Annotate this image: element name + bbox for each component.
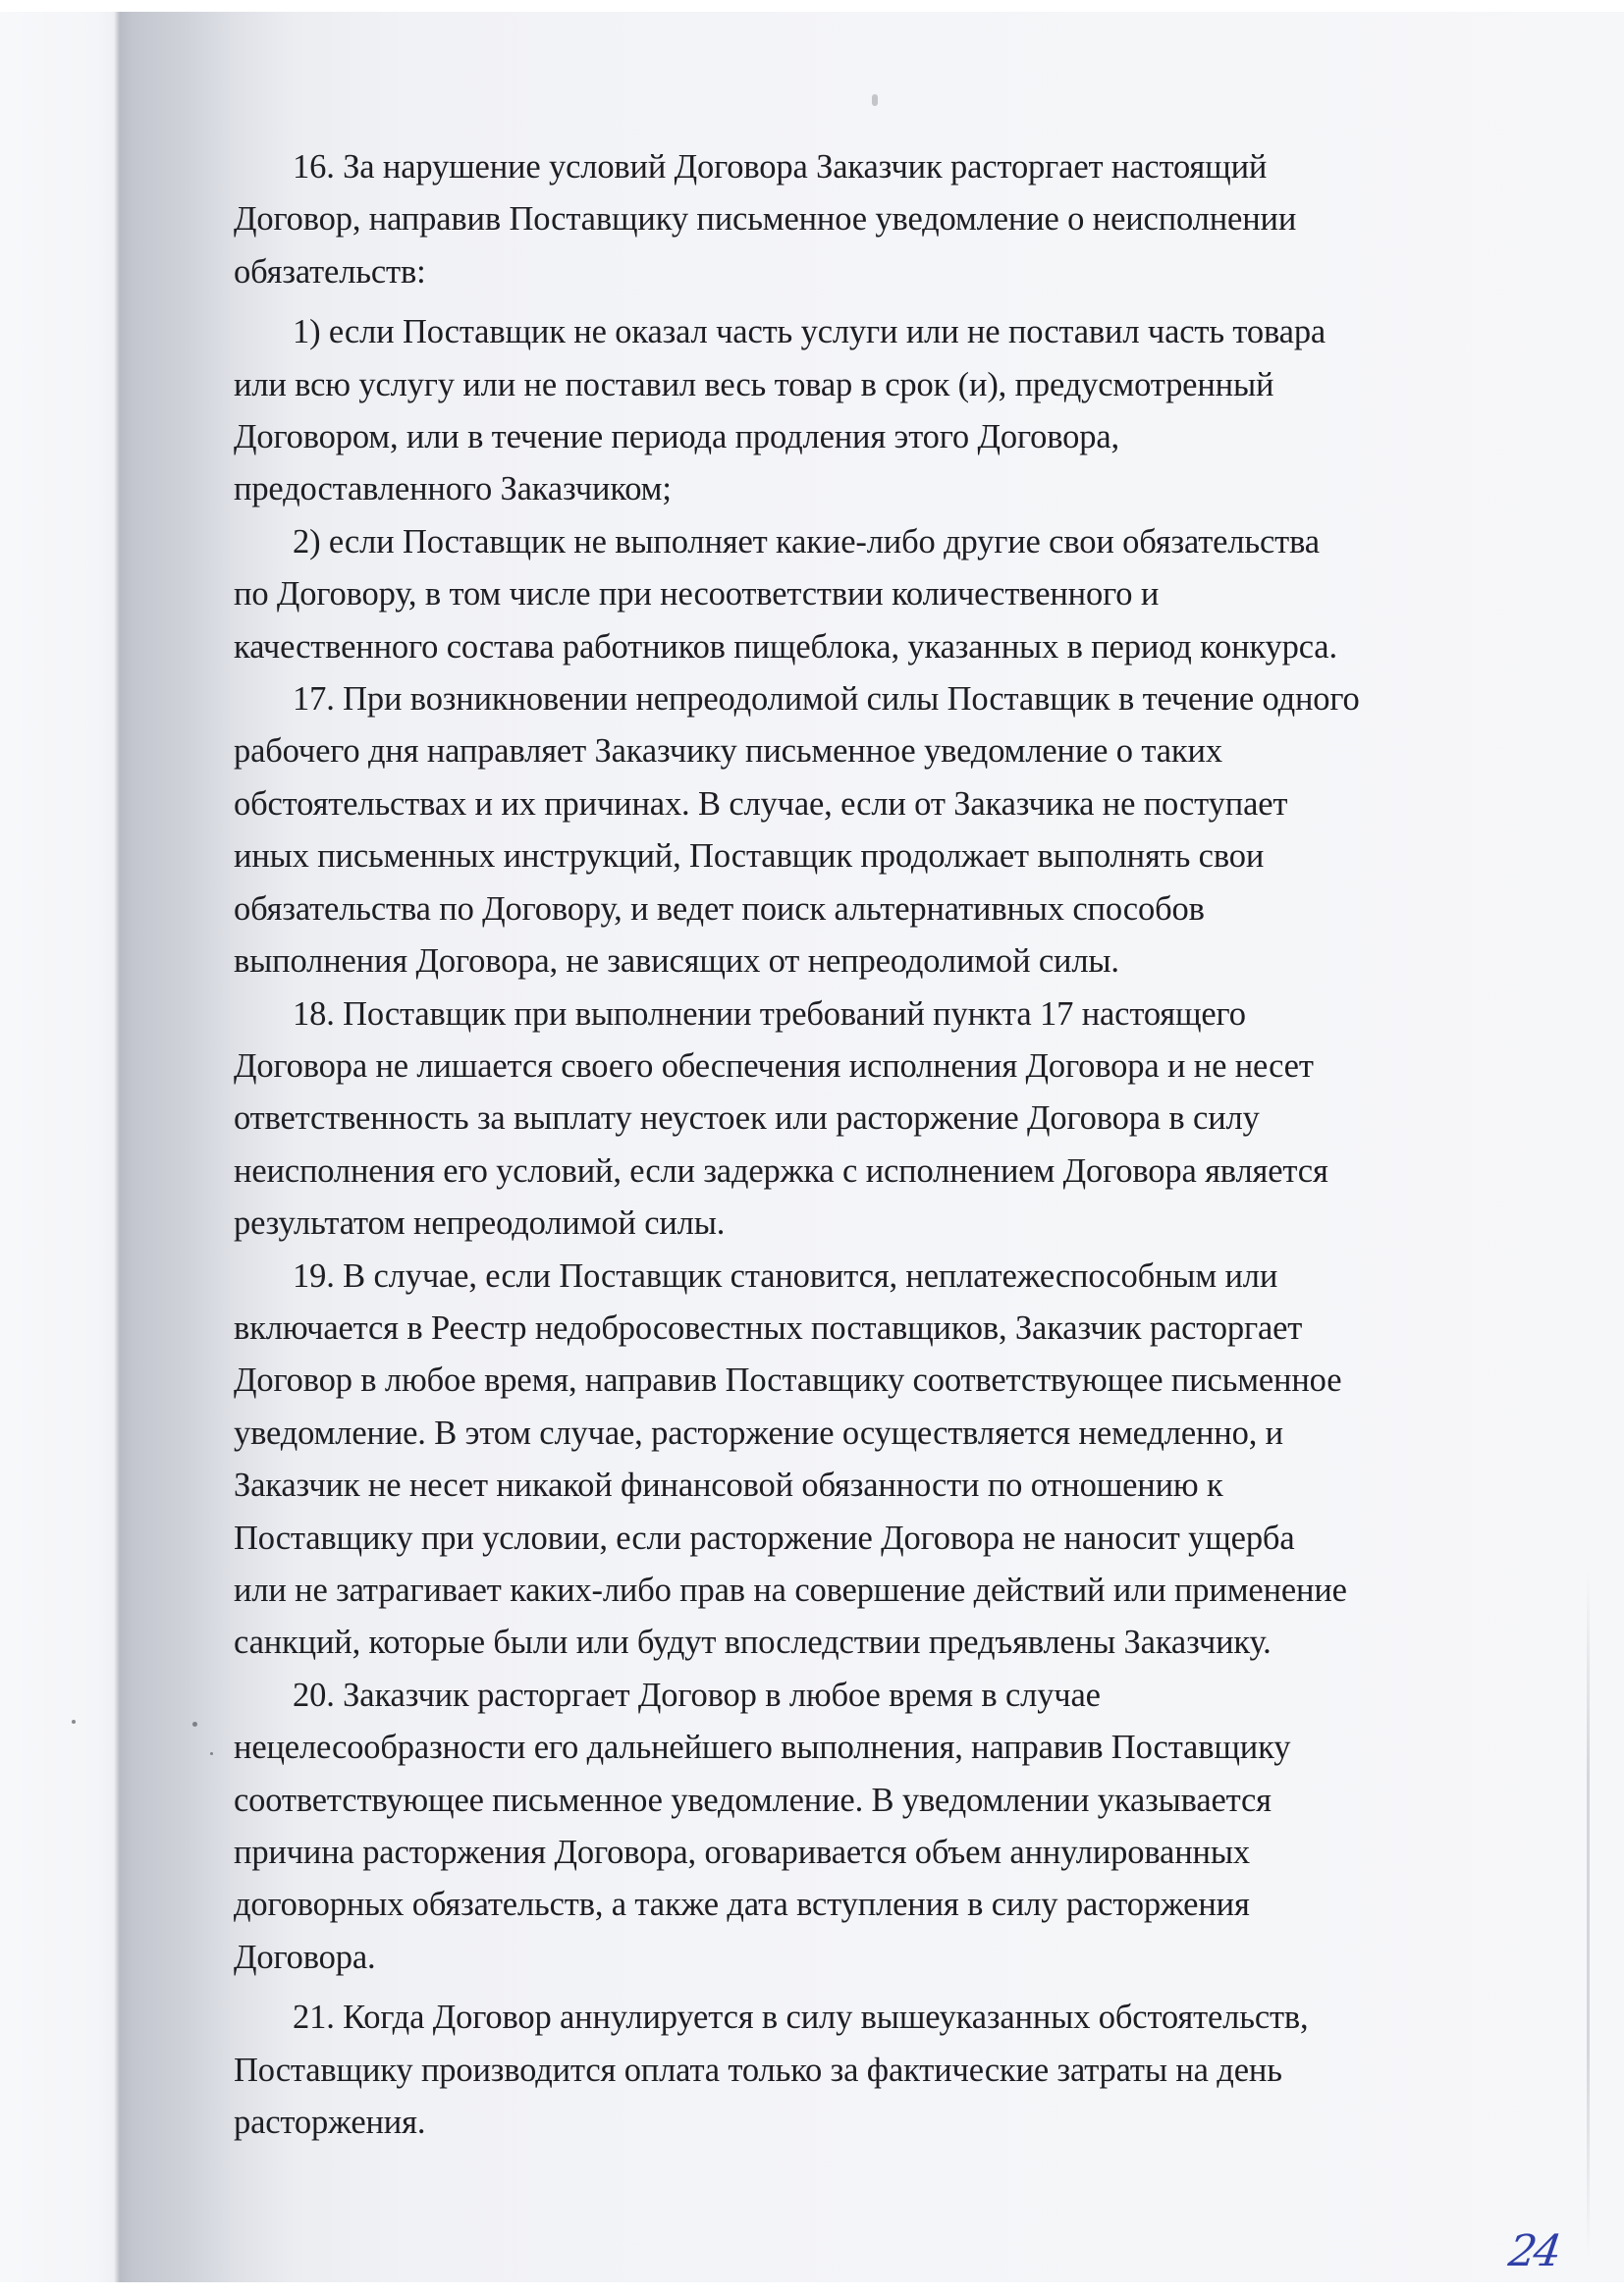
text-line: обязательства по Договору, и ведет поиск альтернативных способов [234, 889, 1205, 928]
text-line: договорных обязательств, а также дата вступления в силу расторжения [234, 1886, 1250, 1924]
text-line: предоставленного Заказчиком; [234, 470, 672, 508]
document-body [234, 141, 1549, 2149]
text-line: Договором, или в течение периода продления этого Договора, [234, 418, 1119, 456]
text-line: или не затрагивает каких-либо прав на совершение действий или применение [234, 1571, 1347, 1609]
scan-mark [872, 94, 878, 106]
text-line: по Договору, в том числе при несоответствии количественного и [234, 575, 1160, 614]
text-line: причина расторжения Договора, оговаривается объем аннулированных [234, 1834, 1250, 1871]
text-line: иных письменных инструкций, Поставщик продолжает выполнять свои [234, 837, 1265, 876]
scan-speck [210, 1752, 213, 1755]
text-line: качественного состава работников пищеблока, указанных в период конкурса. [234, 627, 1337, 666]
text-line: уведомление. В этом случае, расторжение осуществляется немедленно, и [234, 1414, 1283, 1452]
text-line: результатом непреодолимой силы. [234, 1204, 726, 1243]
text-line: обязательств: [234, 252, 426, 291]
text-line: Заказчик не несет никакой финансовой обязанности по отношению к [234, 1467, 1223, 1505]
text-line: 17. При возникновении непреодолимой силы Поставщик в течение одного [293, 680, 1360, 719]
text-line: соответствующее письменное уведомление. В уведомлении указывается [234, 1781, 1272, 1819]
text-line: Поставщику производится оплата только за фактические затраты на день [234, 2051, 1282, 2089]
text-line: включается в Реестр недобросовестных поставщиков, Заказчик расторгает [234, 1308, 1303, 1347]
paragraph-18 [234, 988, 1549, 1251]
paragraph-16 [234, 141, 1549, 298]
text-line: Договор в любое время, направив Поставщику соответствующее письменное [234, 1362, 1342, 1400]
text-line: 1) если Поставщик не оказал часть услуги или не поставил часть товара [293, 313, 1326, 351]
handwritten-page-number: 24 [1505, 2226, 1562, 2276]
text-line: 16. За нарушение условий Договора Заказчик расторгает настоящий [293, 148, 1268, 186]
scan-speck [192, 1722, 197, 1727]
text-line: Договор, направив Поставщику письменное уведомление о неисполнении [234, 200, 1297, 239]
paragraph-19 [234, 1251, 1549, 1670]
text-line: 18. Поставщик при выполнении требований пункта 17 настоящего [293, 994, 1246, 1033]
paragraph-20 [234, 1670, 1549, 1984]
text-line: ответственность за выплату неустоек или расторжение Договора в силу [234, 1099, 1260, 1138]
scan-speck [72, 1720, 76, 1724]
text-line: санкций, которые были или будут впоследствии предъявлены Заказчику. [234, 1624, 1272, 1662]
text-line: Договора не лишается своего обеспечения исполнения Договора и не несет [234, 1046, 1314, 1085]
text-line: обстоятельствах и их причинах. В случае, если от Заказчика не поступает [234, 784, 1288, 823]
text-line: выполнения Договора, не зависящих от непреодолимой силы. [234, 942, 1119, 981]
text-line: Договора. [234, 1938, 376, 1976]
text-line: 2) если Поставщик не выполняет какие-либо другие свои обязательства [293, 522, 1320, 561]
text-line: 19. В случае, если Поставщик становится, неплатежеспособным или [293, 1256, 1278, 1295]
text-line: или всю услугу или не поставил весь товар в срок (и), предусмотренный [234, 365, 1274, 403]
paragraph-16-item-2 [234, 516, 1549, 673]
paragraph-17 [234, 673, 1549, 988]
text-line: 20. Заказчик расторгает Договор в любое время в случае [293, 1676, 1101, 1714]
text-line: расторжения. [234, 2104, 426, 2142]
page-edge-shadow [1587, 1571, 1590, 2258]
paragraph-21 [234, 1992, 1549, 2149]
text-line: нецелесообразности его дальнейшего выполнения, направив Поставщику [234, 1729, 1291, 1767]
text-line: рабочего дня направляет Заказчику письменное уведомление о таких [234, 732, 1222, 771]
paragraph-16-item-1 [234, 306, 1549, 516]
text-line: неисполнения его условий, если задержка с исполнением Договора является [234, 1151, 1328, 1190]
text-line: 21. Когда Договор аннулируется в силу вышеуказанных обстоятельств, [293, 1999, 1309, 2037]
text-line: Поставщику при условии, если расторжение Договора не наносит ущерба [234, 1519, 1295, 1557]
